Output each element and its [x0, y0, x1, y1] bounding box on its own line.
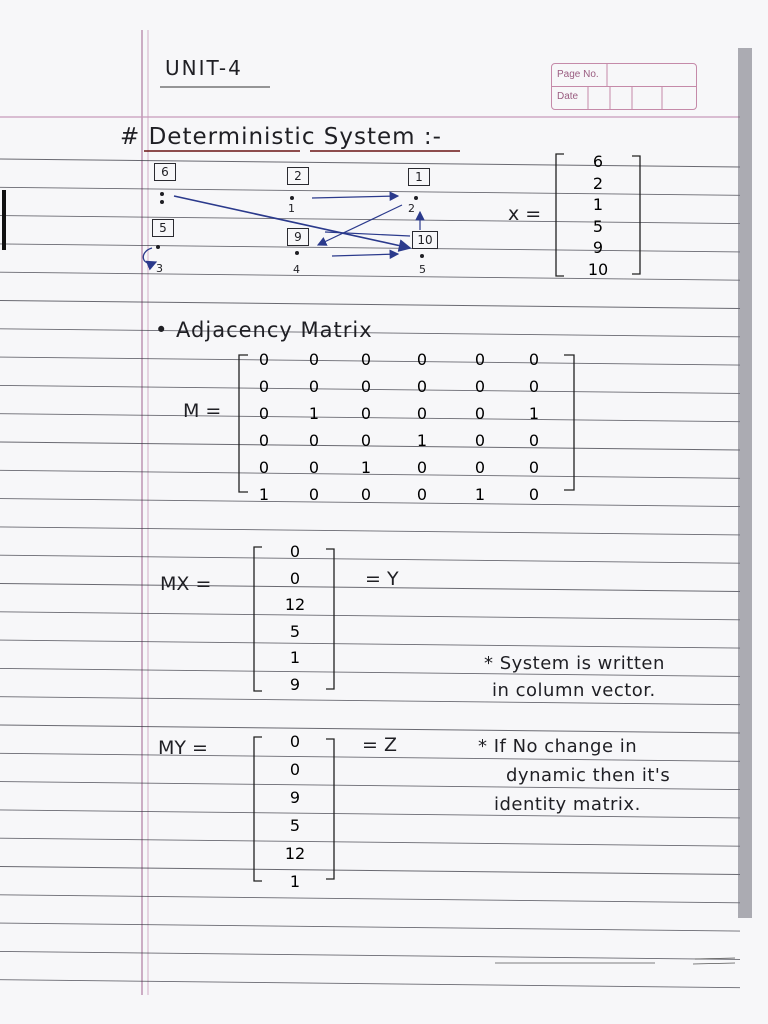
matrix-cell: 0	[360, 485, 372, 504]
note-2-line-1: * If No change in	[478, 736, 638, 757]
graph-node-1-index: 2	[408, 202, 415, 215]
matrix-cell: 0	[258, 350, 270, 369]
graph-node-5: 5	[152, 219, 174, 237]
matrix-cell: 0	[360, 350, 372, 369]
mx-entry: 5	[289, 621, 301, 641]
my-entry: 0	[289, 732, 301, 751]
matrix-cell: 0	[308, 377, 320, 396]
my-result: = Z	[362, 734, 397, 756]
x-vector-entry: 10	[587, 259, 609, 279]
graph-edges	[0, 0, 768, 300]
adjacency-label: M =	[183, 400, 222, 422]
note-1-line-1: * System is written	[484, 653, 665, 674]
matrix-cell: 0	[528, 377, 540, 396]
matrix-cell: 0	[308, 431, 320, 450]
x-vector-entry: 5	[592, 216, 604, 236]
matrix-cell: 0	[474, 350, 486, 369]
matrix-cell: 0	[360, 377, 372, 396]
my-label: MY =	[158, 737, 208, 759]
matrix-cell: 0	[258, 458, 270, 477]
mx-entry: 9	[289, 674, 301, 694]
graph-node-6: 6	[154, 163, 176, 181]
mx-entry: 0	[289, 568, 301, 588]
my-entry: 5	[289, 816, 301, 835]
x-vector-entry: 2	[592, 173, 604, 193]
note-2-line-3: identity matrix.	[494, 794, 641, 815]
unit-title: UNIT-4	[165, 56, 243, 80]
matrix-cell: 0	[528, 431, 540, 450]
page-no-label: Page No.	[557, 69, 599, 80]
matrix-cell: 0	[528, 458, 540, 477]
graph-node-1-dot	[414, 196, 418, 200]
my-entry: 9	[289, 788, 301, 807]
matrix-cell: 0	[258, 404, 270, 423]
matrix-cell: 0	[308, 350, 320, 369]
graph-node-9-dot	[295, 251, 299, 255]
matrix-cell: 0	[416, 350, 428, 369]
matrix-cell: 1	[360, 458, 372, 477]
graph-node-2-dot	[290, 196, 294, 200]
mx-entry: 12	[284, 595, 306, 614]
matrix-cell: 0	[258, 377, 270, 396]
my-entry: 0	[289, 760, 301, 779]
graph-node-10: 10	[412, 231, 438, 249]
matrix-cell: 0	[360, 431, 372, 450]
matrix-cell: 1	[308, 404, 320, 423]
matrix-cell: 0	[416, 458, 428, 477]
my-entry: 12	[284, 844, 306, 863]
note-2-line-2: dynamic then it's	[506, 765, 671, 786]
matrix-cell: 0	[360, 404, 372, 423]
matrix-cell: 0	[528, 485, 540, 504]
matrix-cell: 0	[474, 404, 486, 423]
matrix-cell: 0	[308, 458, 320, 477]
graph-node-2: 2	[287, 167, 309, 185]
bottom-scribble	[495, 955, 745, 975]
date-label: Date	[557, 91, 579, 102]
matrix-cell: 0	[416, 485, 428, 504]
mx-entry: 0	[289, 542, 301, 561]
matrix-cell: 0	[474, 458, 486, 477]
graph-node-6-dot	[160, 200, 164, 204]
graph-node-9-index: 4	[293, 263, 300, 276]
matrix-cell: 1	[474, 485, 486, 504]
matrix-cell: 0	[474, 377, 486, 396]
section-heading: # Deterministic System :-	[120, 124, 442, 150]
my-entry: 1	[289, 872, 301, 891]
matrix-cell: 0	[416, 404, 428, 423]
x-vector-entry: 1	[592, 195, 604, 214]
graph-node-2-index: 1	[288, 202, 295, 215]
graph-node-5-dot	[156, 245, 160, 249]
matrix-cell: 0	[528, 350, 540, 369]
my-brackets	[250, 733, 342, 888]
matrix-cell: 0	[258, 431, 270, 450]
x-vector-entry: 9	[592, 238, 604, 257]
matrix-cell: 0	[308, 485, 320, 504]
matrix-cell: 1	[258, 485, 270, 504]
mx-result: = Y	[365, 568, 399, 590]
mx-label: MX =	[160, 573, 212, 595]
matrix-cell: 1	[528, 404, 540, 423]
mx-entry: 1	[289, 648, 301, 667]
graph-node-5-index: 3	[156, 262, 163, 275]
x-vector-entry: 6	[592, 152, 604, 171]
matrix-cell: 0	[474, 431, 486, 450]
note-1-line-2: in column vector.	[492, 680, 656, 701]
adjacency-title: • Adjacency Matrix	[155, 318, 373, 342]
matrix-cell: 1	[416, 431, 428, 450]
graph-node-6-dot	[160, 192, 164, 196]
graph-node-10-dot	[420, 254, 424, 258]
graph-node-9: 9	[287, 228, 309, 246]
graph-node-10-index: 5	[419, 263, 426, 276]
x-vector-label: x =	[508, 203, 542, 225]
matrix-cell: 0	[416, 377, 428, 396]
graph-node-1: 1	[408, 168, 430, 186]
